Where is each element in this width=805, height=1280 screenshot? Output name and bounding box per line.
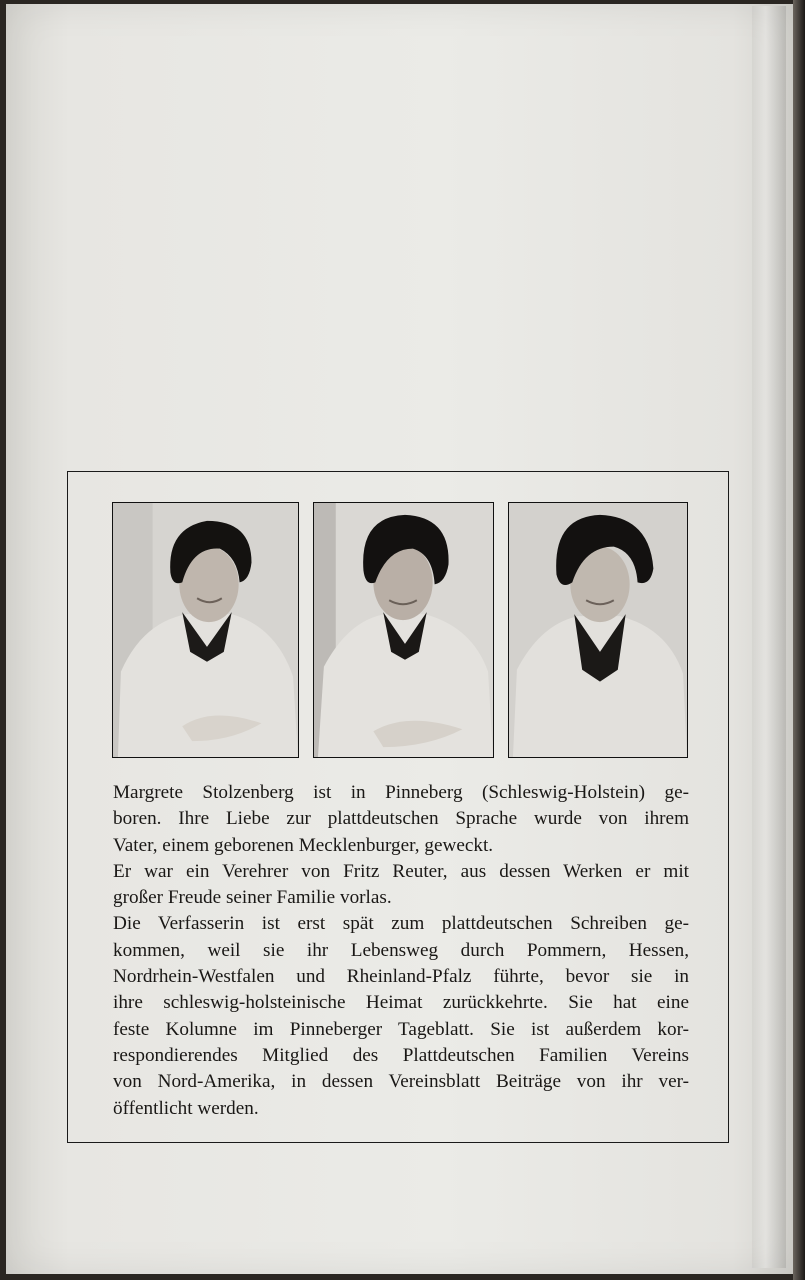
author-portrait-2 <box>313 502 494 758</box>
bio-line: Nordrhein-Westfalen und Rheinland-Pfalz führte, bevor sie in <box>113 966 689 988</box>
bio-line: Die Verfasserin ist erst spät zum plattdeutschen Schreiben ge- <box>113 913 689 935</box>
bio-line: Er war ein Verehrer von Fritz Reuter, aus dessen Werken er mit <box>113 860 689 882</box>
bio-line: kommen, weil sie ihr Lebensweg durch Pommern, Hessen, <box>113 939 689 961</box>
bio-line: ihre schleswig-holsteinische Heimat zurückkehrte. Sie hat eine <box>113 992 689 1014</box>
background-edge <box>793 0 805 1280</box>
bio-line: von Nord-Amerika, in dessen Vereinsblatt Beiträge von ihr ver- <box>113 1071 689 1093</box>
author-portrait-3 <box>508 502 688 758</box>
author-portrait-1 <box>112 502 299 758</box>
author-biography <box>113 780 689 1122</box>
bio-line: Margrete Stolzenberg ist in Pinneberg (Schleswig-Holstein) ge- <box>113 782 689 803</box>
bio-line: öffentlicht werden. <box>113 1097 259 1119</box>
spine-edge <box>752 6 786 1268</box>
bio-line: Vater, einem geborenen Mecklenburger, geweckt. <box>113 834 494 856</box>
bio-line: großer Freude seiner Familie vorlas. <box>113 887 392 909</box>
bio-line: respondierendes Mitglied des Plattdeutschen Familien Vereins <box>113 1044 689 1066</box>
bio-line: feste Kolumne im Pinneberger Tageblatt. Sie ist außerdem kor- <box>113 1018 689 1040</box>
bio-line: boren. Ihre Liebe zur plattdeutschen Sprache wurde von ihrem <box>113 808 689 830</box>
